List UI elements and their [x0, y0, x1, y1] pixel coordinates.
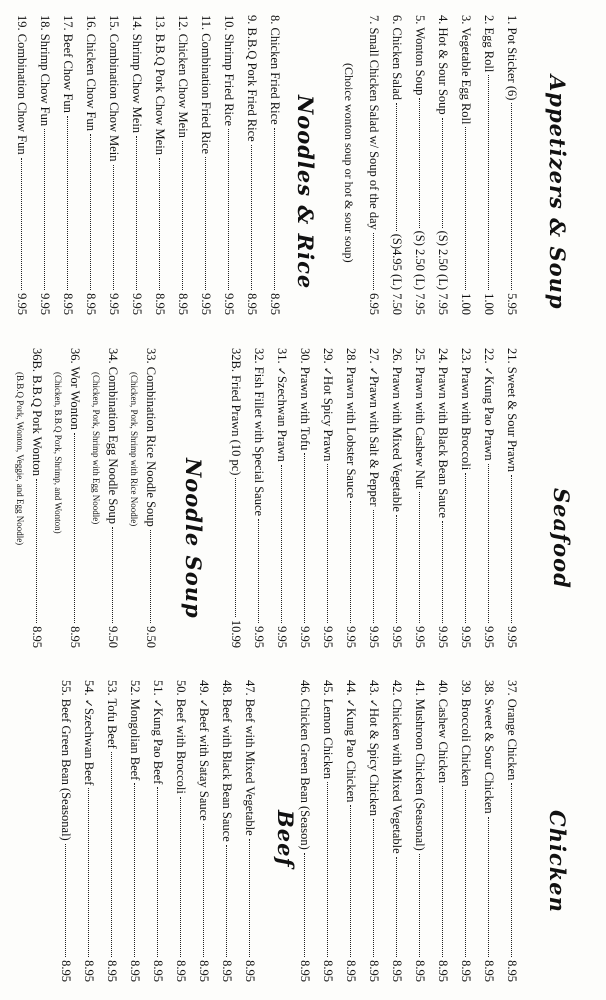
menu-item — [386, 680, 408, 982]
chicken-heading: Chicken — [545, 810, 570, 913]
leader-dots — [136, 136, 137, 290]
menu-item — [478, 680, 500, 982]
leader-dots — [465, 790, 466, 958]
menu-item — [57, 15, 79, 315]
spicy-check-icon: ✓ — [482, 366, 494, 376]
menu-item — [101, 680, 123, 982]
menu-item-price: 9.95 — [298, 626, 312, 648]
menu-item — [264, 15, 286, 315]
spicy-check-icon: ✓ — [275, 366, 287, 376]
menu-item — [218, 15, 240, 315]
menu-item — [455, 680, 477, 982]
leader-dots — [419, 492, 420, 624]
leader-dots — [488, 75, 489, 290]
menu-item — [26, 348, 48, 648]
menu-item-name: 24. Prawn with Black Bean Sauce — [436, 348, 450, 519]
menu-item-price: 8.95 — [482, 960, 496, 982]
menu-item-name: 43. ✓Hot & Spicy Chicken — [367, 680, 381, 816]
leader-dots — [419, 854, 420, 957]
menu-item — [126, 15, 148, 315]
leader-dots — [373, 233, 374, 290]
menu-item — [55, 680, 77, 982]
menu-item-name: 2. Egg Roll — [482, 15, 496, 73]
menu-item-price: 9.95 — [15, 293, 29, 315]
menu-item-price: 8.95 — [436, 960, 450, 982]
menu-item-price: 8.95 — [176, 293, 190, 315]
menu-item-name: 37. Orange Chicken — [505, 680, 519, 781]
leader-dots — [511, 783, 512, 957]
menu-item-name: 16. Chicken Chow Fun — [84, 15, 98, 131]
leader-dots — [373, 819, 374, 957]
menu-item-name: 55. Beef Green Bean (Seasonal) — [59, 680, 73, 841]
menu-item-price: 8.95 — [82, 960, 96, 982]
menu-item — [432, 348, 454, 648]
leader-dots — [488, 464, 489, 623]
menu-item — [478, 348, 500, 648]
menu-item-name: 31. ✓Szechwan Prawn — [275, 348, 289, 462]
menu-item-price: 9.50 — [144, 626, 158, 648]
spicy-check-icon: ✓ — [367, 366, 379, 376]
menu-item-name: 41. Mushroon Chicken (Seasonal) — [413, 680, 427, 851]
menu-item-name: 27. ✓Prawn with Salt & Pepper — [367, 348, 381, 507]
menu-item-price: 9.95 — [321, 626, 335, 648]
menu-item-price: 8.95 — [245, 293, 259, 315]
menu-item-price: 8.95 — [220, 960, 234, 982]
menu-item — [172, 15, 194, 315]
menu-item-price: 9.95 — [344, 626, 358, 648]
leader-dots — [157, 787, 158, 957]
menu-item — [501, 15, 523, 315]
leader-dots — [180, 797, 181, 957]
leader-dots — [228, 129, 229, 290]
menu-item-name: 19. Combination Chow Fun — [15, 15, 29, 155]
menu-item — [501, 680, 523, 982]
menu-item-name: 29. ✓Hot Spicy Prawn — [321, 348, 335, 462]
menu-item-price: 9.95 — [459, 626, 473, 648]
menu-item — [363, 15, 385, 315]
appetizers-heading: Appetizers & Soup — [545, 75, 570, 310]
menu-item-name: 32B. Fried Prawn (10 pc) — [229, 348, 243, 476]
menu-item — [34, 15, 56, 315]
menu-item — [363, 348, 385, 648]
menu-item-name: 49. ✓Beef with Satay Sauce — [197, 680, 211, 821]
menu-item-name: 44. ✓Kung Pao Chicken — [344, 680, 358, 803]
menu-item-detail: (Chicken, Pork, Shrimp with Rice Noodle) — [129, 372, 139, 527]
menu-item-price: 8.95 — [174, 960, 188, 982]
menu-item-price: 8.95 — [243, 960, 257, 982]
leader-dots — [442, 118, 443, 228]
leader-dots — [21, 158, 22, 291]
menu-item-name: 32. Fish Fillet with Special Sauce — [252, 348, 266, 517]
leader-dots — [419, 98, 420, 227]
menu-item-price: 9.95 — [275, 626, 289, 648]
menu-item-name: 45. Lemon Chicken — [321, 680, 335, 779]
menu-item-price: 10.99 — [229, 619, 243, 648]
menu-item-price: 9.95 — [436, 626, 450, 648]
menu-item — [149, 15, 171, 315]
menu-item — [478, 15, 500, 315]
menu-item-name: 9. B.B.Q Pork Fried Rice — [245, 15, 259, 142]
menu-item-price: 6.95 — [367, 293, 381, 315]
menu-item-price: 8.95 — [321, 960, 335, 982]
leader-dots — [258, 519, 259, 623]
leader-dots — [44, 129, 45, 290]
menu-item-price: 9.95 — [38, 293, 52, 315]
menu-item-name: 15. Combination Chow Mein — [107, 15, 121, 162]
menu-item — [124, 680, 146, 982]
leader-dots — [465, 473, 466, 623]
menu-item-price: 8.95 — [30, 626, 44, 648]
leader-dots — [65, 844, 66, 957]
menu-item-name: 21. Sweet & Sour Prawn — [505, 348, 519, 472]
menu-item-detail: (B.B.Q Pork, Wonton, Veggie, and Egg Noodle) — [15, 372, 25, 546]
menu-item — [140, 348, 162, 648]
menu-item-price: 8.95 — [128, 960, 142, 982]
menu-item — [271, 348, 293, 648]
menu-item-price: 9.95 — [252, 626, 266, 648]
leader-dots — [396, 857, 397, 957]
menu-item-name: 36. Wor Wonton — [68, 348, 82, 430]
spicy-check-icon: ✓ — [197, 698, 209, 708]
appetizer-note: (Choice wonton soup or hot & sour soup) — [342, 63, 356, 263]
menu-item-price: 9.95 — [482, 626, 496, 648]
menu-item-price: (S) 2.50 (L) 7.95 — [436, 230, 450, 315]
menu-item-name: 11. Combination Fried Rice — [199, 15, 213, 155]
menu-item — [102, 348, 124, 648]
menu-item — [80, 15, 102, 315]
menu-item — [409, 680, 431, 982]
menu-item — [64, 348, 86, 648]
menu-item-name: 7. Small Chicken Salad w/ Soup of the day — [367, 15, 381, 230]
menu-item — [216, 680, 238, 982]
menu-item — [432, 680, 454, 982]
menu-item-name: 39. Broccoli Chicken — [459, 680, 473, 787]
menu-item — [432, 15, 454, 315]
menu-item-name: 3. Vegetable Egg Roll — [459, 15, 473, 125]
menu-item-name: 13. B.B.Q Pork Chow Mein — [153, 15, 167, 155]
leader-dots — [327, 464, 328, 623]
menu-item-name: 12. Chicken Chow Mein — [176, 15, 190, 138]
leader-dots — [350, 501, 351, 623]
menu-item-price: 8.95 — [344, 960, 358, 982]
menu-item-name: 54. ✓Szechwan Beef — [82, 680, 96, 786]
menu-item-name: 36B. B.B.Q Pork Wonton — [30, 348, 44, 476]
leader-dots — [442, 521, 443, 623]
menu-item-price: 8.95 — [105, 960, 119, 982]
leader-dots — [511, 103, 512, 290]
menu-item-price: 1.00 — [459, 293, 473, 315]
menu-item-name: 8. Chicken Fried Rice — [268, 15, 282, 125]
menu-item-price: 8.95 — [459, 960, 473, 982]
leader-dots — [67, 116, 68, 290]
menu-item-price: 9.50 — [106, 626, 120, 648]
menu-item-name: 47. Beef with Mixed Vegetable — [243, 680, 257, 836]
menu-item — [193, 680, 215, 982]
seafood-heading: Seafood — [549, 488, 574, 589]
menu-item-name: 10. Shrimp Fried Rice — [222, 15, 236, 127]
menu-item — [386, 15, 408, 315]
leader-dots — [465, 127, 466, 290]
menu-item-price: 5.95 — [505, 293, 519, 315]
leader-dots — [511, 475, 512, 623]
menu-item-name: 40. Cashew Chicken — [436, 680, 450, 784]
menu-item — [340, 348, 362, 648]
leader-dots — [150, 530, 151, 623]
noodles-rice-heading: Noodles & Rice — [293, 95, 318, 290]
menu-item-name: 34. Combination Egg Noodle Soup — [106, 348, 120, 525]
menu-item-name: 28. Prawn with Lobster Sauce — [344, 348, 358, 499]
beef-heading: Beef — [273, 810, 298, 868]
menu-item-price: 8.95 — [68, 626, 82, 648]
menu-item — [409, 15, 431, 315]
menu-item-name: 4. Hot & Sour Soup — [436, 15, 450, 115]
menu-item-name: 6. Chicken Salad — [390, 15, 404, 101]
leader-dots — [111, 752, 112, 957]
menu-item-price: 8.95 — [298, 960, 312, 982]
leader-dots — [281, 465, 282, 623]
leader-dots — [134, 783, 135, 957]
spicy-check-icon: ✓ — [82, 698, 94, 708]
leader-dots — [251, 145, 252, 290]
menu-item — [11, 15, 33, 315]
menu-item-price: 8.95 — [505, 960, 519, 982]
menu-item-price: 8.95 — [61, 293, 75, 315]
menu-item-price: 8.95 — [390, 960, 404, 982]
menu-item-price: 8.95 — [84, 293, 98, 315]
spicy-check-icon: ✓ — [367, 698, 379, 708]
leader-dots — [442, 786, 443, 957]
menu-item-name: 26. Prawn with Mixed Vegetable — [390, 348, 404, 512]
leader-dots — [90, 134, 91, 290]
menu-item-name: 22. ✓Kung Pao Prawn — [482, 348, 496, 461]
menu-item — [386, 348, 408, 648]
leader-dots — [488, 817, 489, 957]
spicy-check-icon: ✓ — [321, 366, 333, 376]
menu-item-price: 9.95 — [390, 626, 404, 648]
leader-dots — [88, 788, 89, 957]
menu-item-name: 38. Sweet & Sour Chicken — [482, 680, 496, 814]
leader-dots — [304, 853, 305, 957]
leader-dots — [203, 824, 204, 957]
menu-item — [317, 680, 339, 982]
menu-item-price: 8.95 — [59, 960, 73, 982]
menu-item-name: 42. Chicken with Mixed Vegetable — [390, 680, 404, 854]
leader-dots — [205, 157, 206, 290]
menu-item-price: 8.95 — [413, 960, 427, 982]
menu-item — [340, 680, 362, 982]
leader-dots — [235, 478, 236, 616]
menu-item-name: 52. Mongolian Beef — [128, 680, 142, 781]
menu-item-name: 5. Wonton Soup — [413, 15, 427, 96]
menu-item-name: 25. Prawn with Cashew Nut — [413, 348, 427, 489]
menu-item-price: 9.95 — [367, 626, 381, 648]
leader-dots — [226, 845, 227, 957]
menu-item-name: 14. Shrimp Chow Mein — [130, 15, 144, 134]
menu-item-price: 8.95 — [197, 960, 211, 982]
menu-item — [317, 348, 339, 648]
menu-item-price: 8.95 — [268, 293, 282, 315]
leader-dots — [112, 527, 113, 623]
menu-item — [248, 348, 270, 648]
menu-item-name: 18. Shrimp Chow Fun — [38, 15, 52, 127]
menu-item — [409, 348, 431, 648]
menu-item-name: 53. Tofu Beef — [105, 680, 119, 749]
menu-item-name: 33. Combination Rice Noodle Soup — [144, 348, 158, 527]
menu-item-price: 9.95 — [107, 293, 121, 315]
menu-item-price: 9.95 — [199, 293, 213, 315]
menu-item — [294, 348, 316, 648]
menu-item-name: 30. Prawn with Tofu — [298, 348, 312, 451]
menu-item — [501, 348, 523, 648]
menu-item — [195, 15, 217, 315]
menu-item-name: 51. ✓Kung Pao Beef — [151, 680, 165, 785]
menu-item-name: 17. Beef Chow Fun — [61, 15, 75, 113]
leader-dots — [249, 839, 250, 957]
menu-item-detail: (Chicken, B.B.Q Pork, Shrimp, and Wonton) — [53, 372, 63, 534]
menu-item-price: 9.95 — [222, 293, 236, 315]
menu-item — [78, 680, 100, 982]
leader-dots — [74, 433, 75, 623]
spicy-check-icon: ✓ — [151, 698, 163, 708]
menu-item — [103, 15, 125, 315]
menu-item — [147, 680, 169, 982]
noodle-soup-heading: Noodle Soup — [181, 458, 206, 619]
leader-dots — [304, 453, 305, 623]
menu-item — [170, 680, 192, 982]
spicy-check-icon: ✓ — [344, 698, 356, 708]
leader-dots — [396, 515, 397, 623]
menu-item-price: 9.95 — [130, 293, 144, 315]
menu-item-price: 8.95 — [367, 960, 381, 982]
menu-item-price: 1.00 — [482, 293, 496, 315]
menu-item-price: 9.95 — [413, 626, 427, 648]
menu-item — [225, 348, 247, 648]
menu-item-name: 50. Beef with Broccoli — [174, 680, 188, 794]
menu-item-price: 8.95 — [151, 960, 165, 982]
menu-item-name: 48. Beef with Black Bean Sauce — [220, 680, 234, 842]
menu-item-price: (S)4.95 (L) 7.50 — [390, 233, 404, 315]
menu-item — [239, 680, 261, 982]
leader-dots — [350, 805, 351, 957]
leader-dots — [159, 158, 160, 290]
menu-item — [241, 15, 263, 315]
menu-item-name: 46. Chicken Green Bean (Season) — [298, 680, 312, 850]
leader-dots — [373, 510, 374, 624]
leader-dots — [36, 479, 37, 623]
leader-dots — [182, 141, 183, 290]
menu-item-price: 9.95 — [505, 626, 519, 648]
leader-dots — [274, 128, 275, 290]
menu-item-price: (S) 2.50 (L) 7.95 — [413, 230, 427, 315]
menu-item-name: 1. Pot Sticker (6) — [505, 15, 519, 101]
leader-dots — [327, 782, 328, 957]
menu-item-price: 8.95 — [153, 293, 167, 315]
menu-item-detail: (Chicken, Pork, Shrimp with Egg Noodle) — [91, 372, 101, 525]
leader-dots — [396, 103, 397, 231]
leader-dots — [113, 165, 114, 291]
menu-item-name: 23. Prawn with Broccoli — [459, 348, 473, 471]
menu-item — [455, 15, 477, 315]
menu-item — [363, 680, 385, 982]
menu-item — [455, 348, 477, 648]
